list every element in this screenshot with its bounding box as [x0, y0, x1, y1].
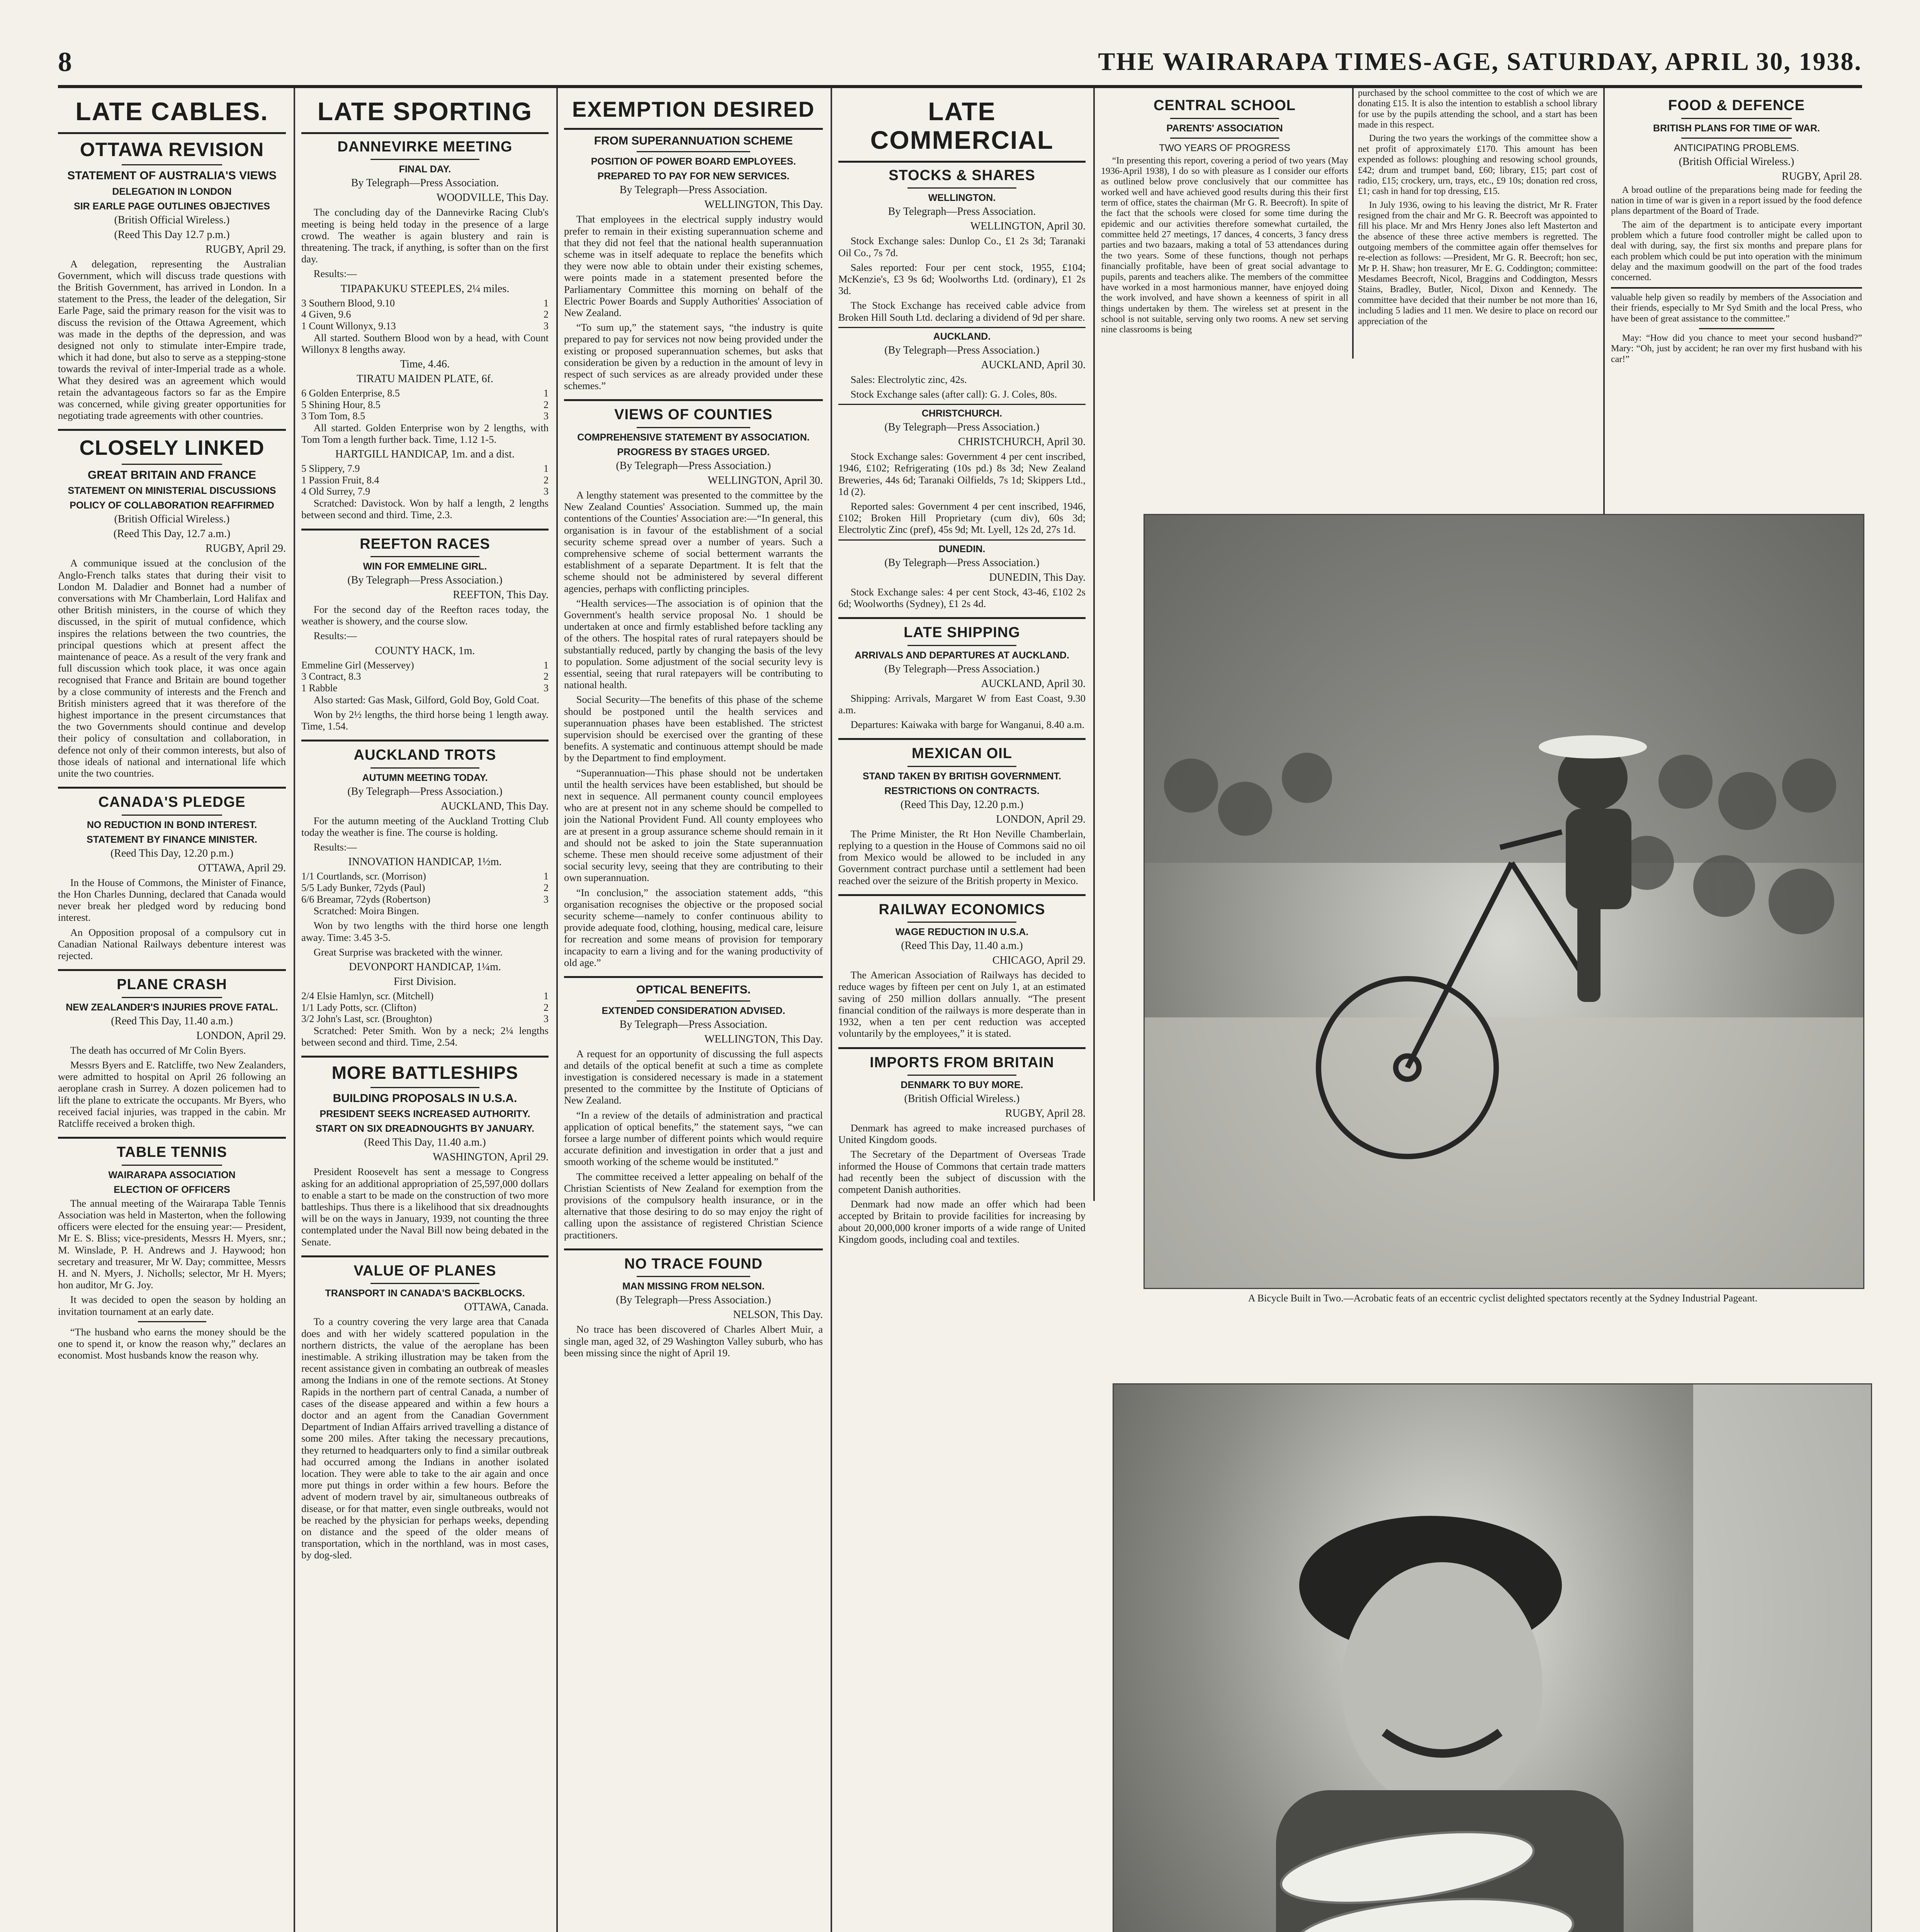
dateline: DUNEDIN, This Day. [989, 571, 1086, 583]
result-place: 1 [544, 990, 549, 1002]
result-place: 3 [544, 682, 549, 694]
bicycle-caption: A Bicycle Built in Two.—Acrobatic feats of an eccentric cyclist delighted spectators recently at the Sydney Industrial Pageant. [1248, 1293, 1758, 1304]
result-row [301, 882, 549, 894]
subheadline: WAIRARAPA ASSOCIATION [108, 1169, 236, 1180]
paragraph: Scratched: Davistock. Won by half a length, 2 lengths between second and third. Time, 2.3. [301, 497, 549, 521]
subheadline: ELECTION OF OFFICERS [114, 1184, 230, 1195]
paragraph: The Secretary of the Department of Overseas Trade informed the House of Commons that certain trade matters had recently been the subject of discussion with the competent Danish authorities. [838, 1148, 1086, 1196]
column-rule [294, 88, 295, 1932]
result-place: 1 [544, 297, 549, 309]
result-place: 2 [544, 671, 549, 682]
received-line: (Reed This Day 12.7 p.m.) [114, 228, 230, 241]
source-line: (By Telegraph—Press Association.) [347, 785, 503, 798]
story-central-school [1101, 88, 1348, 359]
result-entry: 2/4 Elsie Hamlyn, scr. (Mitchell) [301, 990, 434, 1002]
results-label: Results:— [313, 268, 357, 280]
paragraph: Scratched: Moira Bingen. [313, 905, 419, 917]
headline: NO TRACE FOUND [564, 1248, 823, 1272]
subheadline: CHRISTCHURCH. [838, 404, 1086, 419]
headline: PLANE CRASH [58, 969, 286, 993]
headline: CLOSELY LINKED [58, 429, 286, 459]
dateline: WELLINGTON, April 30. [970, 220, 1086, 233]
subheadline: STATEMENT BY FINANCE MINISTER. [87, 834, 257, 845]
paragraph: Stock Exchange sales (after call): G. J. Coles, 80s. [850, 388, 1057, 400]
story-railway-economics [838, 894, 1086, 1039]
paragraph: A broad outline of the preparations being made for feeding the nation in time of war is given in a report issued by the food defence plans department of the Board of Trade. [1611, 185, 1862, 216]
received-line: (Reed This Day, 11.40 a.m.) [364, 1136, 486, 1149]
dateline: RUGBY, April 29. [206, 243, 286, 255]
result-entry: 3/2 John's Last, scr. (Broughton) [301, 1013, 432, 1025]
story-canadas-pledge [58, 787, 286, 961]
paragraph: Reported sales: Government 4 per cent inscribed, 1946, £102; Broken Hill Proprietary (cum div), 60s 3d; Electrolytic Zinc (pref), 45s 9d; Mt. Lyell, 12s 2d, 27s 1d. [838, 500, 1086, 536]
paragraph: Sales reported: Four per cent stock, 1955, £104; McKenzie's, £3 9s 6d; Woolworths Ltd. (ordinary), £1 2s 3d. [838, 261, 1086, 297]
subheadline: EXTENDED CONSIDERATION ADVISED. [601, 1005, 785, 1016]
bombs-illustration [1114, 1384, 1871, 1932]
bicycle-illustration [1145, 515, 1863, 1288]
subheadline: NEW ZEALANDER'S INJURIES PROVE FATAL. [66, 1002, 278, 1013]
result-row [301, 298, 549, 309]
results-list [301, 463, 549, 497]
story-late-shipping [838, 617, 1086, 730]
paragraph: “Health services—The association is of opinion that the Government's health service proposal No. 1 should be undertaken at once and firmly established before tackling any of the others. The hospital rates of rural ratepayers should be substantially reduced, partly by changing the basis of the levy to population. Some adjustment of the social security levy is essential, seeing that rural ratepayers will be contributing to national health. [564, 597, 823, 691]
headline: STOCKS & SHARES [889, 167, 1035, 184]
result-place: 1 [544, 387, 549, 399]
subheadline: PRESIDENT SEEKS INCREASED AUTHORITY. [319, 1109, 530, 1120]
column-rule [831, 88, 832, 1932]
paragraph: The American Association of Railways has decided to reduce wages by fifteen per cent on July 1, at an estimated saving of 250 million dollars annually. “The present financial condition of the railways is more desperate than in 1932, when a ten per cent reduction was accepted voluntarily by the employees,” it is stated. [838, 969, 1086, 1039]
subheadline: DENMARK TO BUY MORE. [901, 1080, 1023, 1091]
subheadline: AUCKLAND. [838, 327, 1086, 342]
dateline: CHICAGO, April 29. [992, 954, 1086, 967]
story-views-of-counties [564, 399, 823, 968]
subheadline: ARRIVALS AND DEPARTURES AT AUCKLAND. [855, 650, 1069, 661]
source-line: (British Official Wireless.) [904, 1093, 1020, 1105]
paragraph: A communique issued at the conclusion of the Anglo-French talks states that during their visit to London M. Daladier and Bonnet had a number of conversations with Mr Chamberlain, Lord Halifax and other British ministers, in the course of which they discussed, in the spirit of mutual confidence, which inspires the relations between the two countries, the principal questions which at present affect the maintenance of peace. As a result of the very frank and full discussion which took place, it was once again recognised that France and Britain are bound together by a close community of interests and the French and British ministers agreed that it was therefore of the highest importance in the present circumstances that the two Governments should continue and develop their policy of consultation and collaboration, in defence not only of their common interests, but also of those ideals of national and international life which unite the two countries. [58, 557, 286, 779]
paragraph: No trace has been discovered of Charles Albert Muir, a single man, aged 32, of 29 Washington Valley suburb, who has been missing since the night of April 19. [564, 1323, 823, 1359]
result-place: 2 [544, 309, 549, 320]
result-row [301, 474, 549, 486]
story-stocks-and-shares [838, 167, 1086, 609]
headline: IMPORTS FROM BRITAIN [838, 1047, 1086, 1071]
dateline: WOODVILLE, This Day. [436, 192, 549, 204]
dateline: RUGBY, April 28. [1782, 170, 1862, 182]
source-line: (By Telegraph—Press Association.) [884, 663, 1040, 675]
paragraph: In July 1936, owing to his leaving the district, Mr R. Frater resigned from the chair and Mr G. R. Beecroft was appointed to fill his place. Mr and Mrs Henry Jones also left Masterton and the absence of these three active members is regretted. The outgoing members of the committee again offer themselves for re-election as follows: —President, Mr G. R. Beecroft; hon sec, Mr P. H. Shaw; hon treasurer, Mr E. G. Coddington; committee: Mesdames Beecroft, Nicol, Braggins and Coddington, Messrs Stains, Bradley, Butler, Nicol, Dixon and Kennedy. The committee have decided that their number be not more than 16, including 5 ladies and 11 men. We desire to place on record our appreciation of the [1358, 200, 1597, 327]
result-row [301, 871, 549, 882]
result-entry: 5 Shining Hour, 8.5 [301, 399, 381, 410]
paragraph: valuable help given so readily by members of the Association and their friends, especially to Mr Syd Smith and the local Press, who have been of great assistance to the committee.” [1611, 292, 1862, 324]
source-line: (By Telegraph—Press Association.) [616, 459, 771, 472]
result-row [301, 1013, 549, 1025]
paragraph: The Stock Exchange has received cable advice from Broken Hill South Ltd. declaring a dividend of 9d per share. [838, 299, 1086, 323]
race-time: Time, 4.46. [400, 358, 450, 370]
result-row [301, 894, 549, 905]
headline: REEFTON RACES [301, 529, 549, 553]
paragraph: All started. Golden Enterprise won by 2 lengths, with Tom Tom a length further back. Time, 1.12 1-5. [301, 422, 549, 446]
story-table-tennis [58, 1137, 286, 1361]
results-list [301, 871, 549, 905]
subheadline: PARENTS' ASSOCIATION [1166, 122, 1283, 134]
paragraph: An Opposition proposal of a compulsory cut in Canadian National Railways debenture interest was rejected. [58, 926, 286, 962]
paragraph: Stock Exchange sales: 4 per cent Stock, 43-46, £102 2s 6d; Woolworths (Sydney), £1 2s 4d. [838, 586, 1086, 609]
results-list [301, 660, 549, 694]
paragraph: Denmark had now made an offer which had been accepted by Britain to provide facilities for increasing by about 20,000,000 kroner imports of a wide range of United Kingdom goods, including coal and textiles. [838, 1198, 1086, 1245]
paragraph: Social Security—The benefits of this phase of the scheme should be postponed until the health services and superannuation phases have been established. The strictest supervision should be exercised over the granting of these benefits. A systematic and continuous attempt should be made by the Department to find employment. [564, 694, 823, 764]
result-entry: 1 Rabble [301, 682, 338, 694]
result-entry: 6/6 Breamar, 72yds (Robertson) [301, 893, 431, 905]
story-value-of-planes [301, 1255, 549, 1561]
story-ottawa-revision [58, 139, 286, 421]
dateline: CHRISTCHURCH, April 30. [958, 436, 1086, 448]
subheadline: WAGE REDUCTION IN U.S.A. [895, 927, 1029, 938]
source-line: (British Official Wireless.) [1679, 155, 1794, 168]
results-list [301, 388, 549, 422]
paragraph: It was decided to open the season by holding an invitation tournament at an early date. [58, 1294, 286, 1317]
paragraph: “In presenting this report, covering a period of two years (May 1936-April 1938), I do so with pleasure as I consider our efforts as outlined below prove conclusively that our committee has worked well and have achieved good results during this their first term of office, states the chairman (Mr G. R. Beecroft). In spite of the fact that the schools were closed for some time during the epidemic and our activities therefore somewhat curtailed, the committee held 27 meetings, 17 dances, 4 concerts, 3 fancy dress parties and two bazaars, making a total of 53 attendances during the two years. Some of these functions, though not perhaps financially profitable, have been of great social advantage to pupils, parents and teachers alike. The members of the committee have worked in a most harmonious manner, have enjoyed doing the work involved, and have shown a keenness of spirit in all things undertaken by them. The wireless set at present in the school is not suitable, serving only two rooms. A new set serving nine classrooms is being [1101, 155, 1348, 335]
paragraph: “The husband who earns the money should be the one to spend it, or know the reason why,” declares an economist. Most husbands know the reason why. [58, 1326, 286, 1361]
paragraph: All started. Southern Blood won by a head, with Count Willonyx 8 lengths away. [301, 332, 549, 355]
source-line: (British Official Wireless.) [114, 214, 230, 226]
headline: LATE SHIPPING [838, 617, 1086, 641]
received-line: (Reed This Day, 12.20 p.m.) [900, 798, 1024, 811]
race-division: First Division. [394, 976, 456, 988]
received-line: (Reed This Day, 11.40 a.m.) [111, 1015, 233, 1027]
dateline: WELLINGTON, April 30. [707, 474, 823, 486]
paragraph: For the second day of the Reefton races today, the weather is showery, and the course slow. [301, 604, 549, 627]
paragraph: A request for an opportunity of discussing the full aspects and details of the optical benefit at such a time as complete investigation is considered necessary is made in a statement presented to the committee by the Institute of Opticians of New Zealand. [564, 1048, 823, 1106]
source-line: By Telegraph—Press Association. [888, 206, 1036, 218]
paragraph: To a country covering the very large area that Canada does and with her widely scattered population in the northern districts, the value of the aeroplane has been inestimable. A striking illustration may be taken from the recent assistance given in combating an outbreak of measles among the Indians in one of the remote sections. At Stoney Rapids in the northern part of central Canada, a number of cases of the disease appeared and within a few hours a doctor and an agent from the Canadian Government Department of Indian Affairs arrived travelling a distance of some 200 miles. After taking the necessary precautions, they returned to headquarters only to find a similar outbreak had occurred among the Indians in another isolated location. They were able to take to the air again and once more put things in order within a few hours. Before the advent of modern travel by air, simultaneous outbreaks of disease, or for that matter, even single outbreaks, would not be reached by the physician for perhaps weeks, depending on distance and the speed of the older means of transportation, which in the northland, was in most cases, by dog-sled. [301, 1316, 549, 1561]
section-heading: LATE CABLES. [58, 92, 286, 134]
paragraph: Scratched: Peter Smith. Won by a neck; 2¼ lengths between second and third. Time, 2.54. [301, 1024, 549, 1048]
result-entry: 1 Count Willonyx, 9.13 [301, 320, 396, 332]
bombs-portrait-photo [1113, 1383, 1872, 1932]
result-row [301, 486, 549, 497]
dateline: LONDON, April 29. [996, 813, 1086, 825]
result-row [301, 671, 549, 682]
result-entry: 4 Given, 9.6 [301, 309, 351, 320]
paragraph: Messrs Byers and E. Ratcliffe, two New Zealanders, were admitted to hospital on April 26 following an aeroplane crash in Surrey. A dozen policemen had to lift the plane to extricate the occupants. Mr Byers, who received facial injuries, was trapped in the cabin. Mr Ratcliffe received a broken thigh. [58, 1059, 286, 1129]
paragraph: Stock Exchange sales: Dunlop Co., £1 2s 3d; Taranaki Oil Co., 7s 7d. [838, 235, 1086, 259]
source-line: (By Telegraph—Press Association.) [884, 556, 1040, 569]
results-label: Results:— [313, 630, 357, 642]
headline: CANADA'S PLEDGE [58, 787, 286, 811]
source-line: By Telegraph—Press Association. [351, 177, 499, 189]
story-auckland-trots [301, 740, 549, 1048]
source-line: (By Telegraph—Press Association.) [347, 574, 503, 587]
headline: OTTAWA REVISION [80, 138, 264, 160]
newspaper-title: THE WAIRARAPA TIMES-AGE, SATURDAY, APRIL 30, 1938. [1098, 48, 1862, 76]
paragraph: Denmark has agreed to make increased purchases of United Kingdom goods. [838, 1122, 1086, 1146]
subheadline: STAND TAKEN BY BRITISH GOVERNMENT. [863, 770, 1061, 782]
paragraph: “In conclusion,” the association statement adds, “this organisation recognises the objective or the proposed social security scheme—namely to confer continuous ability to provide adequate food, clothing, housing, medical care, leisure for recreation and some means of provision for temporary incapacity to earn a living and for the waning productivity of old age.” [564, 886, 823, 968]
received-line: (Reed This Day, 11.40 a.m.) [901, 940, 1023, 952]
result-row [301, 399, 549, 411]
paragraph: The Prime Minister, the Rt Hon Neville Chamberlain, replying to a question in the House of Commons said no oil from Mexico would be allowed to be included in any Government contract purchase until a settlement had been reached over the seizure of the British property in Mexico. [838, 828, 1086, 886]
result-place: 2 [544, 882, 549, 893]
subheadline: BRITISH PLANS FOR TIME OF WAR. [1653, 122, 1820, 134]
subheadline: WIN FOR EMMELINE GIRL. [363, 561, 487, 572]
column-late-cables [58, 88, 286, 1932]
source-line: (British Official Wireless.) [114, 513, 230, 526]
story-exemption-desired [564, 134, 823, 392]
result-entry: 5 Slippery, 7.9 [301, 463, 360, 474]
story-closely-linked [58, 429, 286, 779]
result-place: 2 [544, 1002, 549, 1013]
source-line: By Telegraph—Press Association. [619, 184, 768, 196]
paragraph: The death has occurred of Mr Colin Byers. [70, 1044, 246, 1056]
result-place: 2 [544, 399, 549, 410]
headline: MORE BATTLESHIPS [301, 1056, 549, 1083]
result-entry: 3 Southern Blood, 9.10 [301, 297, 395, 309]
dateline: NELSON, This Day. [733, 1309, 823, 1321]
subheadline: POSITION OF POWER BOARD EMPLOYEES. [591, 156, 796, 167]
result-row [301, 309, 549, 320]
paragraph: May: “How did you chance to meet your second husband?” Mary: “Oh, just by accident; he ran over my first husband with his car!” [1611, 333, 1862, 364]
dateline: LONDON, April 29. [196, 1029, 286, 1042]
result-row [301, 463, 549, 474]
dateline: OTTAWA, Canada. [464, 1301, 549, 1313]
subheadline: NO REDUCTION IN BOND INTEREST. [87, 819, 257, 830]
paragraph: During the two years the workings of the committee show a net profit of approximately £170. This amount has been expended as follows: ploughing and resowing school grounds, £42; drum and trumpet band, £60; library, £15; part cost of radio, £15; crockery, urn, trays, etc., £9 10s; donation red cross, £1; cash in hand for top dressing, £15. [1358, 133, 1597, 197]
result-row [301, 1002, 549, 1014]
result-place: 3 [544, 486, 549, 497]
result-row [301, 410, 549, 422]
subheadline: DELEGATION IN LONDON [112, 186, 232, 197]
subheadline: COMPREHENSIVE STATEMENT BY ASSOCIATION. [577, 432, 810, 443]
masthead [58, 39, 1862, 88]
dateline: AUCKLAND, This Day. [440, 800, 549, 812]
result-place: 1 [544, 871, 549, 882]
bicycle-photo [1144, 514, 1864, 1289]
subheadline: AUTUMN MEETING TODAY. [362, 772, 488, 783]
result-place: 2 [544, 474, 549, 486]
subheadline: WELLINGTON. [928, 192, 996, 204]
dateline: AUCKLAND, April 30. [981, 677, 1086, 690]
headline: VIEWS OF COUNTIES [564, 399, 823, 423]
paragraph: A lengthy statement was presented to the committee by the New Zealand Counties' Association. Summed up, the main contentions of the Counties' Association are:—“In general, this organisation is in favour of the establishment of a social security scheme spread over a number of years. Such a comprehensive scheme of social betterment warrants the establishment of a separate Department. It is felt that the scheme should not be administered by several different agencies, perhaps with conflicting principles. [564, 489, 823, 594]
race-name: HARTGILL HANDICAP, 1m. and a dist. [335, 448, 515, 461]
source-line: By Telegraph—Press Association. [619, 1018, 768, 1031]
dateline: RUGBY, April 29. [206, 543, 286, 555]
race-name: INNOVATION HANDICAP, 1½m. [348, 856, 502, 868]
subheadline: BUILDING PROPOSALS IN U.S.A. [333, 1092, 517, 1105]
paragraph: That employees in the electrical supply industry would prefer to remain in their existing superannuation scheme and that they did not feel that the national health superannuation scheme was in itself adequate to replace the benefits which they were now able to obtain under their existing schemes, were points made in a statement presented before the Parliamentary Committee this morning on behalf of the Electric Power Boards and Supply Authorities' Association of New Zealand. [564, 213, 823, 318]
headline: CENTRAL SCHOOL [1154, 97, 1296, 114]
result-place: 1 [544, 463, 549, 474]
result-row [301, 682, 549, 694]
headline: VALUE OF PLANES [301, 1255, 549, 1279]
received-line: (Reed This Day, 12.20 p.m.) [110, 847, 234, 859]
paragraph: Won by 2½ lengths, the third horse being 1 length away. Time, 1.54. [301, 708, 549, 732]
paragraph: Also started: Gas Mask, Gilford, Gold Boy, Gold Coat. [313, 694, 539, 706]
story-plane-crash [58, 969, 286, 1129]
paragraph: Sales: Electrolytic zinc, 42s. [850, 373, 967, 385]
story-more-battleships [301, 1056, 549, 1248]
subheadline: POLICY OF COLLABORATION REAFFIRMED [70, 500, 274, 511]
subheadline: FINAL DAY. [399, 164, 451, 175]
dateline: REEFTON, This Day. [453, 589, 549, 601]
result-row [301, 388, 549, 399]
dateline: WASHINGTON, April 29. [433, 1151, 549, 1163]
paragraph: In the House of Commons, the Minister of Finance, the Hon Charles Dunning, declared that Canada would never break her pledged word by reducing bond interest. [58, 876, 286, 923]
results-list [301, 298, 549, 332]
section-heading: LATE COMMERCIAL [838, 92, 1086, 163]
result-entry: 6 Golden Enterprise, 8.5 [301, 387, 400, 399]
paragraph: Stock Exchange sales: Government 4 per cent inscribed, 1946, £102; Refrigerating (10s pd.) 8s 3d; New Zealand Breweries, 44s 6d; Taranaki Oilfields, 7s 1d; Skippers Ltd., 1d (2). [838, 451, 1086, 497]
column-late-commercial [838, 88, 1086, 1932]
headline: EXEMPTION DESIRED [564, 92, 823, 130]
paragraph: “To sum up,” the statement says, “the industry is quite prepared to pay for services not now being provided under the existing or proposed superannuation schemes, but asks that consideration be given by a reduction in the amount of levy in respect of such services as are already provided under these schemes.” [564, 321, 823, 392]
paragraph: The concluding day of the Dannevirke Racing Club's meeting is being held today in the presence of a large crowd. The weather is again blustery and rain is threatening. The track, if anything, is softer than on the first day. [301, 206, 549, 265]
source-line: (By Telegraph—Press Association.) [616, 1294, 771, 1306]
source-line: (By Telegraph—Press Association.) [884, 421, 1040, 434]
story-mexican-oil [838, 738, 1086, 886]
headline: MEXICAN OIL [838, 738, 1086, 762]
result-entry: 3 Contract, 8.3 [301, 671, 361, 682]
dateline: WELLINGTON, This Day. [704, 199, 823, 211]
paragraph: President Roosevelt has sent a message to Congress asking for an additional appropriation of 25,597,000 dollars to enable a start to be made on the construction of two more battleships. Thus there is a likelihood that six dreadnoughts will be on the ways in January, 1939, not counting the three contemplated under the Naval Bill now being debated in the Senate. [301, 1166, 549, 1248]
result-entry: 3 Tom Tom, 8.5 [301, 410, 365, 422]
column-rule [1352, 88, 1354, 359]
result-row [301, 660, 549, 671]
subheadline: STATEMENT OF AUSTRALIA'S VIEWS [67, 169, 277, 182]
source-line: (By Telegraph—Press Association.) [884, 344, 1040, 356]
subheadline: SIR EARLE PAGE OUTLINES OBJECTIVES [74, 201, 270, 212]
column-exemption-desired [564, 88, 823, 1932]
result-entry: 1/1 Courtlands, scr. (Morrison) [301, 871, 426, 882]
subheadline: FROM SUPERANNUATION SCHEME [594, 134, 793, 147]
result-place: 1 [544, 659, 549, 671]
results-label: Results:— [313, 841, 357, 853]
story-optical-benefits [564, 976, 823, 1241]
received-line: (Reed This Day, 12.7 a.m.) [113, 528, 231, 540]
column-rule [1093, 88, 1095, 1201]
paragraph: purchased by the school committee to the cost of which we are donating £15. It is also the intention to establish a school library for use by the pupils attending the school, and a start has been made in this respect. [1358, 88, 1597, 130]
subheadline: PREPARED TO PAY FOR NEW SERVICES. [597, 171, 790, 182]
subheadline: GREAT BRITAIN AND FRANCE [87, 468, 257, 481]
result-place: 3 [544, 410, 549, 422]
story-no-trace-found [564, 1248, 823, 1359]
story-dannevirke-meeting [301, 139, 549, 521]
dateline: RUGBY, April 28. [1005, 1107, 1086, 1120]
dateline: OTTAWA, April 29. [198, 862, 286, 874]
story-central-school-continued [1358, 88, 1597, 359]
subheadline: DUNEDIN. [838, 539, 1086, 554]
result-entry: 5/5 Lady Bunker, 72yds (Paul) [301, 882, 425, 893]
result-place: 3 [544, 320, 549, 332]
column-rule [556, 88, 558, 1932]
results-list [301, 990, 549, 1025]
subheadline: MAN MISSING FROM NELSON. [622, 1281, 765, 1292]
headline: AUCKLAND TROTS [301, 740, 549, 764]
subheadline: START ON SIX DREADNOUGHTS BY JANUARY. [315, 1123, 535, 1134]
paragraph: “Superannuation—This phase should not be undertaken until the health services have been established, but should be next in sequence. All permanent county council employees who are at present not in any scheme should be compelled to join the National Provident Fund. All county employees who are at present in a group assurance scheme should remain in it and should not be asked to join the State superannuation scheme. These men should receive some adjustment of their social security levy, seeing that they are contributing to their own superannuation. [564, 767, 823, 884]
subheadline: RESTRICTIONS ON CONTRACTS. [884, 785, 1040, 796]
headline: FOOD & DEFENCE [1668, 97, 1805, 114]
paragraph: The committee received a letter appealing on behalf of the Christian Scientists of New Zealand for exemption from the provisions of the compulsory health insurance, or in the alternative that those desiring to do so may enjoy the right of calling upon the assistance of registered Christian Science practitioners. [564, 1170, 823, 1241]
paragraph: Won by two lengths with the third horse one length away. Time: 3.45 3-5. [301, 920, 549, 943]
result-entry: 1 Passion Fruit, 8.4 [301, 474, 379, 486]
result-row [301, 990, 549, 1002]
paragraph: Great Surprise was bracketed with the winner. [313, 946, 503, 958]
paragraph: The annual meeting of the Wairarapa Table Tennis Association was held in Masterton, when the following officers were elected for the ensuing year:— President, Mr E. S. Bliss; vice-presidents, Messrs H. Myers, snr.; M. Winslade, P. H. Andrews and J. Haywood; hon secretary and treasurer, Mr W. Day; committee, Messrs H. and N. Myers, J. Nicholls; selector, Mr H. Myers; hon auditor, Mr G. Joy. [58, 1197, 286, 1291]
column-late-sporting [301, 88, 549, 1932]
page-number: 8 [58, 46, 72, 77]
dateline: AUCKLAND, April 30. [981, 359, 1086, 371]
headline: RAILWAY ECONOMICS [838, 894, 1086, 918]
race-name: TIRATU MAIDEN PLATE, 6f. [357, 372, 493, 385]
subheadline: PROGRESS BY STAGES URGED. [617, 446, 770, 457]
race-name: COUNTY HACK, 1m. [375, 645, 475, 657]
subheadline: TWO YEARS OF PROGRESS [1159, 142, 1290, 153]
subheadline: TRANSPORT IN CANADA'S BACKBLOCKS. [325, 1288, 525, 1299]
race-name: DEVONPORT HANDICAP, 1¼m. [349, 961, 501, 973]
paragraph: Shipping: Arrivals, Margaret W from East Coast, 9.30 a.m. [838, 692, 1086, 716]
paragraph: The aim of the department is to anticipate every important problem which a future food controller might be called upon to deal with during, say, the first six months and prepare plans for each problem which could be put into operation with the minimum delay and the maximum goodwill on the part of the food trades concerned. [1611, 219, 1862, 283]
paragraph: Departures: Kaiwaka with barge for Wanganui, 8.40 a.m. [850, 718, 1085, 730]
subheadline: STATEMENT ON MINISTERIAL DISCUSSIONS [68, 485, 276, 497]
section-heading: LATE SPORTING [301, 92, 549, 134]
headline: OPTICAL BENEFITS. [564, 976, 823, 997]
story-imports-from-britain [838, 1047, 1086, 1245]
result-entry: 1/1 Lady Potts, scr. (Clifton) [301, 1002, 416, 1013]
result-entry: 4 Old Surrey, 7.9 [301, 486, 370, 497]
paragraph: “In a review of the details of administration and practical application of optical benefits,” the statement says, “we can forsee a large number of different points which would require accurate definition and investigation in order that a just and smooth working of the scheme would be instituted.” [564, 1109, 823, 1168]
race-name: TIPAPAKUKU STEEPLES, 2¼ miles. [340, 282, 510, 295]
dateline: WELLINGTON, This Day. [704, 1033, 823, 1045]
result-row [301, 320, 549, 332]
result-place: 3 [544, 893, 549, 905]
paragraph: For the autumn meeting of the Auckland Trotting Club today the weather is fine. The course is holding. [301, 815, 549, 838]
result-entry: Emmeline Girl (Messervey) [301, 659, 414, 671]
headline: DANNEVIRKE MEETING [337, 138, 513, 155]
headline: TABLE TENNIS [58, 1137, 286, 1161]
paragraph: A delegation, representing the Australian Government, which will discuss trade questions with the British Government, has arrived in London. In a statement to the Press, the leader of the delegation, Sir Earle Page, said the primary reason for the visit was to discuss the revision of the Ottawa Agreement, which was made in the depths of the depression, and was designed not only to stimulate inter-Empire trade, which it had done, but also to serve as a stepping-stone towards the revival of inter-Imperial trade as a whole. What they desired was an agreement which would retain the advantageous factors so far as the Empire was concerned, while giving greater opportunities for negotiating trade agreements with other countries. [58, 258, 286, 422]
result-place: 3 [544, 1013, 549, 1025]
story-reefton-races [301, 529, 549, 732]
subheadline: ANTICIPATING PROBLEMS. [1674, 142, 1799, 153]
